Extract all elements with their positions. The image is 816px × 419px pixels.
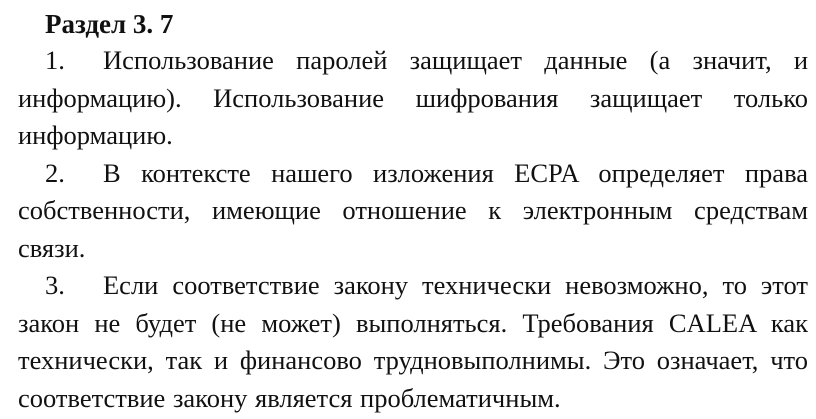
list-item-3 xyxy=(18,267,808,417)
list-item-2 xyxy=(18,155,808,268)
item-text-1: Использование паролей защищает данные (а значит, и информацию). Использование шифрования защищает только информацию. xyxy=(18,45,808,150)
item-text-2: В контексте нашего изложения ECPA определяет права собственности, имеющие отношение к электронным средствам связи. xyxy=(18,157,808,263)
item-text-3: Если соответствие закону технически невозможно, то этот закон не будет (не может) выполняться. Требования CALEA как технически, так и финансово трудновыполнимы. Это означает, что соответствие закону является проблематичным. xyxy=(18,270,808,413)
list-item-1 xyxy=(18,42,808,155)
item-number-1: 1. xyxy=(45,45,65,75)
item-number-3: 3. xyxy=(45,270,65,300)
section-title: Раздел 3. 7 xyxy=(45,9,174,39)
document-page xyxy=(18,6,808,417)
item-number-2: 2. xyxy=(45,157,65,188)
